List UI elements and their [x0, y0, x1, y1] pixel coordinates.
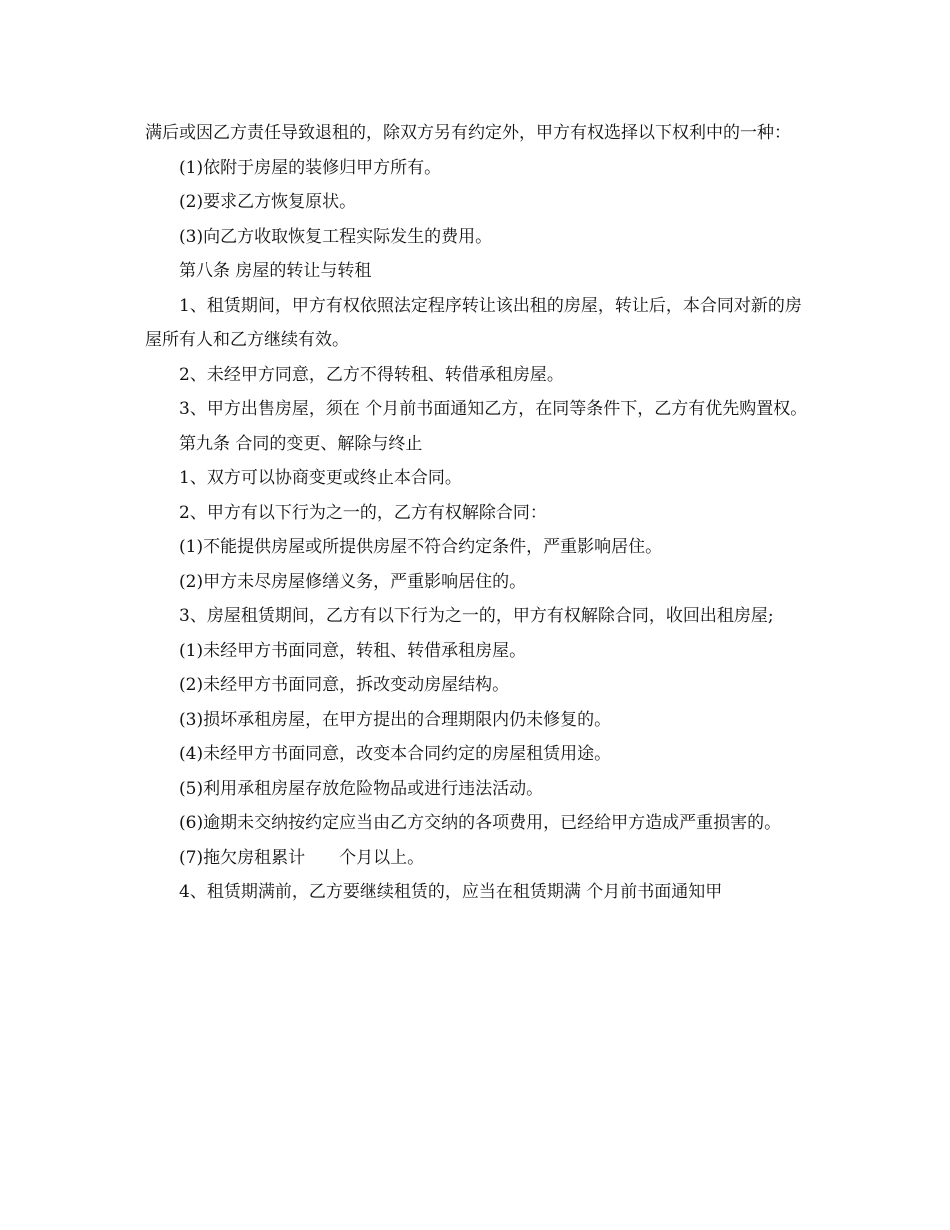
list-item: (2)要求乙方恢复原状。 [179, 192, 357, 212]
paragraph-continuation: 满后或因乙方责任导致退租的，除双方另有约定外，甲方有权选择以下权利中的一种： [145, 123, 791, 143]
list-item: (3)损坏承租房屋，在甲方提出的合理期限内仍未修复的。 [179, 709, 612, 730]
clause-paragraph: 2、未经甲方同意，乙方不得转租、转借承租房屋。 [179, 364, 564, 385]
article-heading: 第九条 合同的变更、解除与终止 [179, 433, 423, 454]
clause-paragraph: 1、租赁期间，甲方有权依照法定程序转让该出租的房屋，转让后，本合同对新的房屋所有人和乙方继续有效。 [145, 295, 802, 350]
list-item: (5)利用承租房屋存放危险物品或进行违法活动。 [179, 778, 544, 799]
list-item: (1)不能提供房屋或所提供房屋不符合约定条件，严重影响居住。 [179, 537, 663, 557]
article-heading: 第八条 房屋的转让与转租 [179, 261, 372, 281]
list-item: (7)拖欠房租累计 个月以上。 [179, 847, 425, 868]
clause-paragraph: 3、甲方出售房屋，须在 个月前书面通知乙方，在同等条件下，乙方有优先购置权。 [179, 399, 808, 419]
list-item: (4)未经甲方书面同意，改变本合同约定的房屋租赁用途。 [179, 744, 612, 764]
clause-paragraph: 1、双方可以协商变更或终止本合同。 [179, 468, 462, 488]
list-item: (3)向乙方收取恢复工程实际发生的费用。 [179, 226, 493, 247]
list-item: (6)逾期未交纳按约定应当由乙方交纳的各项费用，已经给甲方造成严重损害的。 [179, 813, 782, 833]
document-body [145, 116, 810, 910]
clause-paragraph: 4、租赁期满前，乙方要继续租赁的，应当在租赁期满 个月前书面通知甲 [179, 882, 723, 902]
list-item: (2)未经甲方书面同意，拆改变动房屋结构。 [179, 675, 510, 695]
clause-paragraph: 2、甲方有以下行为之一的，乙方有权解除合同： [179, 502, 547, 523]
list-item: (2)甲方未尽房屋修缮义务，严重影响居住的。 [179, 571, 527, 592]
clause-paragraph: 3、房屋租赁期间，乙方有以下行为之一的，甲方有权解除合同，收回出租房屋; [179, 606, 774, 626]
list-item: (1)依附于房屋的装修归甲方所有。 [179, 157, 442, 178]
list-item: (1)未经甲方书面同意，转租、转借承租房屋。 [179, 640, 527, 661]
